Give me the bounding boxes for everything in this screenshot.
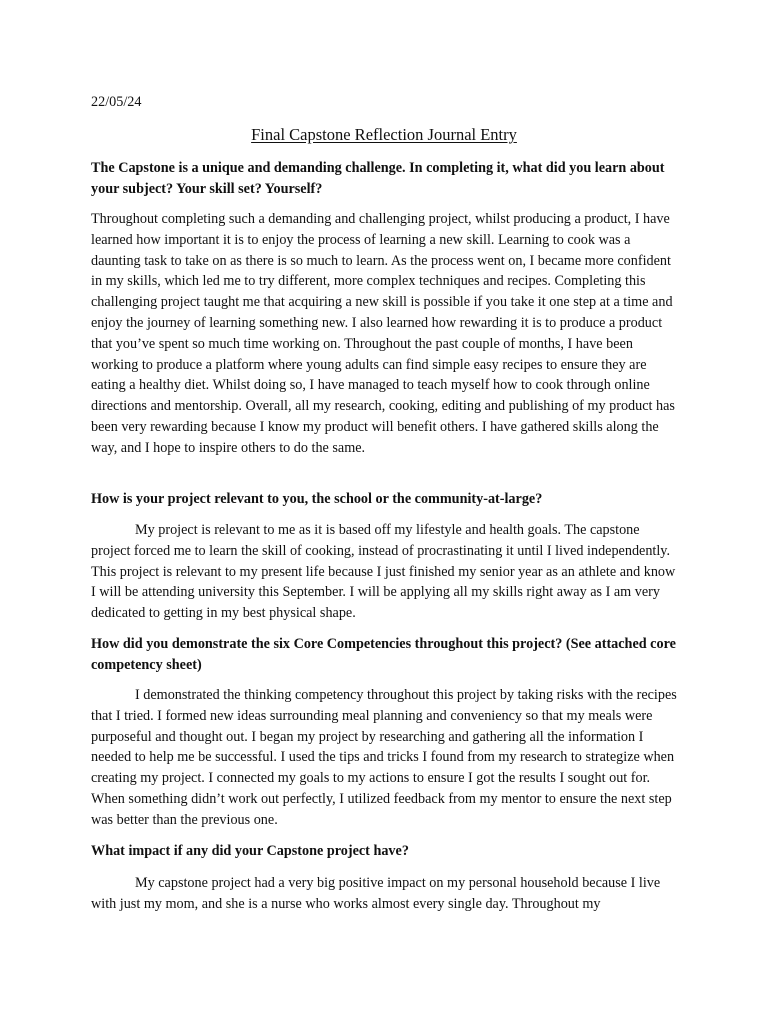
question-1: The Capstone is a unique and demanding challenge. In completing it, what did you learn about your subject? Your skill set? Yourself? <box>91 160 665 197</box>
document-title <box>0 124 768 146</box>
answer-1: Throughout completing such a demanding and challenging project, whilst producing a product, I have learned how important it is to enjoy the process of learning a new skill. Learning to cook was a daunting task to take on as there is so much to learn. As the process went on, I became more confident in my skills, which led me to try different, more complex techniques and recipes. Completing this challenging project taught me that acquiring a new skill is possible if you take it one step at a time and enjoy the journey of learning something new. I also learned how rewarding it is to produce a product that you’ve spent so much time working on. Throughout the past couple of months, I have been working to produce a platform where young adults can find simple easy recipes to ensure they are eating a healthy diet. Whilst doing so, I have managed to teach myself how to cook through online directions and mentorship. Overall, all my research, cooking, editing and publishing of my product has been very rewarding because I know my product will benefit others. I have gathered skills along the way, and I hope to inspire others to do the same. <box>91 211 675 456</box>
document-title-text: Final Capstone Reflection Journal Entry <box>251 125 517 144</box>
answer-2: My project is relevant to me as it is based off my lifestyle and health goals. The capstone project forced me to learn the skill of cooking, instead of procrastinating it until I lived independently. This project is relevant to my present life because I just finished my senior year as an athlete and know I will be attending university this September. I will be applying all my skills right away as I am very dedicated to getting in my best physical shape. <box>91 522 676 622</box>
entry-date: 22/05/24 <box>91 94 142 110</box>
answer-3: I demonstrated the thinking competency throughout this project by taking risks with the recipes that I tried. I formed new ideas surrounding meal planning and conveniency so that my meals were purposeful and thought out. I began my project by researching and gathering all the information I needed to help me be successful. I used the tips and tricks I found from my research to strategize when creating my project. I connected my goals to my actions to ensure I got the results I sought out for. When something didn’t work out perfectly, I utilized feedback from my mentor to ensure the next step was better than the previous one. <box>91 687 677 828</box>
question-4: What impact if any did your Capstone project have? <box>91 843 409 859</box>
question-3: How did you demonstrate the six Core Competencies throughout this project? (See attached core competency sheet) <box>91 636 676 673</box>
answer-4: My capstone project had a very big positive impact on my personal household because I live with just my mom, and she is a nurse who works almost every single day. Throughout my <box>91 875 661 912</box>
question-2: How is your project relevant to you, the school or the community-at-large? <box>91 491 543 507</box>
